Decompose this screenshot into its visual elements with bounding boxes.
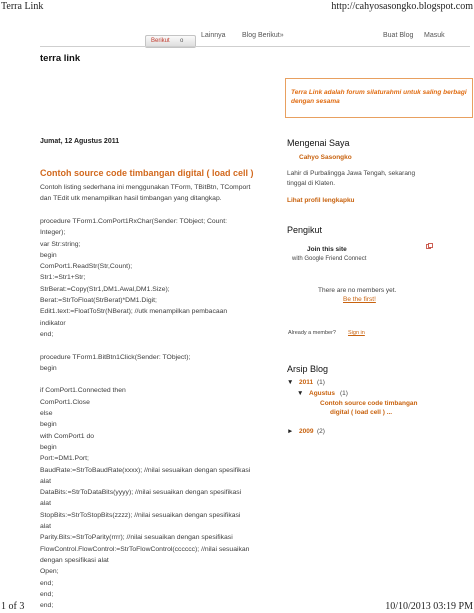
archive-year-2009[interactable]: 2009 [299, 428, 314, 435]
archive-month-count: (1) [340, 390, 348, 397]
post-line: ComPort1.ReadStr(Str,Count); [40, 263, 133, 271]
about-heading: Mengenai Saya [287, 138, 350, 148]
post-line: FlowControl.FlowControl:=StrToFlowControl(cccccc); //nilai sesuaikan [40, 545, 250, 553]
post-line: Parity.Bits:=StrToParity(rrrr); //nilai sesuaikan dengan spesifikasi [40, 534, 233, 542]
post-date: Jumat, 12 Agustus 2011 [40, 138, 120, 145]
archive-toggle-2011[interactable]: ▼ [287, 379, 294, 386]
already-member-text: Already a member? [288, 330, 336, 336]
no-members-text: There are no members yet. [318, 287, 397, 294]
archive-year-2011-count: (1) [317, 379, 325, 386]
post-line: alat [40, 477, 51, 485]
post-line: procedure TForm1.BitBtn1Click(Sender: TObject); [40, 353, 191, 361]
navbar-button-suffix: o [180, 38, 184, 44]
author-bio-line-2: tinggal di Klaten. [287, 180, 336, 187]
post-line: end; [40, 579, 54, 587]
post-line: dengan spesifikasi alat [40, 556, 109, 564]
navbar-link-next-blog[interactable]: Blog Berikut» [242, 32, 284, 39]
post-line: Contoh listing sederhana ini menggunakan TForm, TBitBtn, TComport [40, 184, 251, 191]
archive-heading: Arsip Blog [287, 364, 329, 374]
archive-toggle-2009[interactable]: ► [287, 428, 294, 435]
post-line: dan TEdit utk menampilkan hasil timbangan yang ditangkap. [40, 195, 222, 203]
post-line: begin [40, 251, 57, 259]
profile-link[interactable]: Lihat profil lengkapku [287, 197, 355, 204]
post-line: Integer); [40, 229, 66, 237]
sign-in-link[interactable]: Sign in [348, 330, 365, 336]
blog-title[interactable]: terra link [40, 53, 81, 64]
post-line: else [40, 410, 53, 417]
follow-icon[interactable] [426, 243, 433, 250]
post-line: alat [40, 523, 51, 530]
navbar-divider [40, 46, 470, 47]
post-line: end; [40, 590, 54, 598]
post-line: end; [40, 602, 54, 610]
print-header-url: http://cahyosasongko.blogspot.com [331, 1, 473, 12]
post-line: with ComPort1 do [40, 432, 95, 440]
post-line: Berat:=StrToFloat(StrBerat)*DM1.Digit; [40, 297, 157, 304]
post-line: Port:=DM1.Port; [40, 455, 89, 463]
post-line: begin [40, 421, 57, 429]
post-line: indikator [40, 319, 66, 327]
print-footer-page: 1 of 3 [1, 601, 25, 612]
post-line: Str1:=Str1+Str; [40, 274, 86, 282]
post-line: Edit1.text:=FloatToStr(NBerat); //utk menampilkan pembacaan [40, 308, 228, 316]
navbar-link-create-blog[interactable]: Buat Blog [383, 32, 414, 39]
post-line: begin [40, 364, 57, 372]
post-line: begin [40, 443, 57, 451]
navbar-button-label[interactable]: Berikut [151, 38, 170, 44]
archive-toggle-agustus[interactable]: ▼ [297, 390, 304, 397]
post-line: DataBits:=StrToDataBits(yyyy); //nilai sesuaikan dengan spesifikasi [40, 489, 242, 497]
post-line: alat [40, 500, 51, 508]
post-line: StrBerat:=Copy(Str1,DM1.Awal,DM1.Size); [40, 285, 170, 293]
archive-year-2011[interactable]: 2011 [299, 379, 314, 386]
post-line: var Str:string; [40, 240, 81, 248]
author-bio-line-1: Lahir di Purbalingga Jawa Tengah, sekarang [287, 170, 416, 177]
blog-description: Terra Link adalah forum silaturahmi untuk saling berbagi dengan sesama [291, 89, 467, 105]
archive-year-2009-count: (2) [317, 428, 325, 435]
post-line: if ComPort1.Connected then [40, 387, 126, 395]
archive-month-agustus[interactable]: Agustus [309, 390, 335, 397]
archive-post-link-line-1[interactable]: Contoh source code timbangan [320, 400, 418, 407]
post-title[interactable]: Contoh source code timbangan digital ( load cell ) [40, 168, 254, 178]
post-line: end; [40, 330, 54, 338]
post-line: BaudRate:=StrToBaudRate(xxxx); //nilai sesuaikan dengan spesifikasi [40, 466, 251, 474]
post-line: ComPort1.Close [40, 398, 90, 406]
navbar-link-sign-in[interactable]: Masuk [424, 32, 445, 39]
join-site-text: Join this site [307, 246, 347, 253]
post-line: Open; [40, 568, 59, 576]
navbar-link-more[interactable]: Lainnya [201, 32, 226, 39]
post-line: procedure TForm1.ComPort1RxChar(Sender: TObject; Count: [40, 217, 227, 225]
post-line: StopBits:=StrToStopBits(zzzz); //nilai sesuaikan dengan spesifikasi [40, 511, 241, 519]
author-name[interactable]: Cahyo Sasongko [299, 154, 352, 161]
print-footer-timestamp: 10/10/2013 03:19 PM [385, 601, 473, 612]
archive-post-link-line-2[interactable]: digital ( load cell ) ... [330, 409, 393, 416]
be-first-link[interactable]: Be the first! [343, 296, 376, 303]
followers-heading: Pengikut [287, 225, 323, 235]
friend-connect-text: with Google Friend Connect [292, 256, 367, 262]
print-header-title: Terra Link [1, 1, 44, 12]
